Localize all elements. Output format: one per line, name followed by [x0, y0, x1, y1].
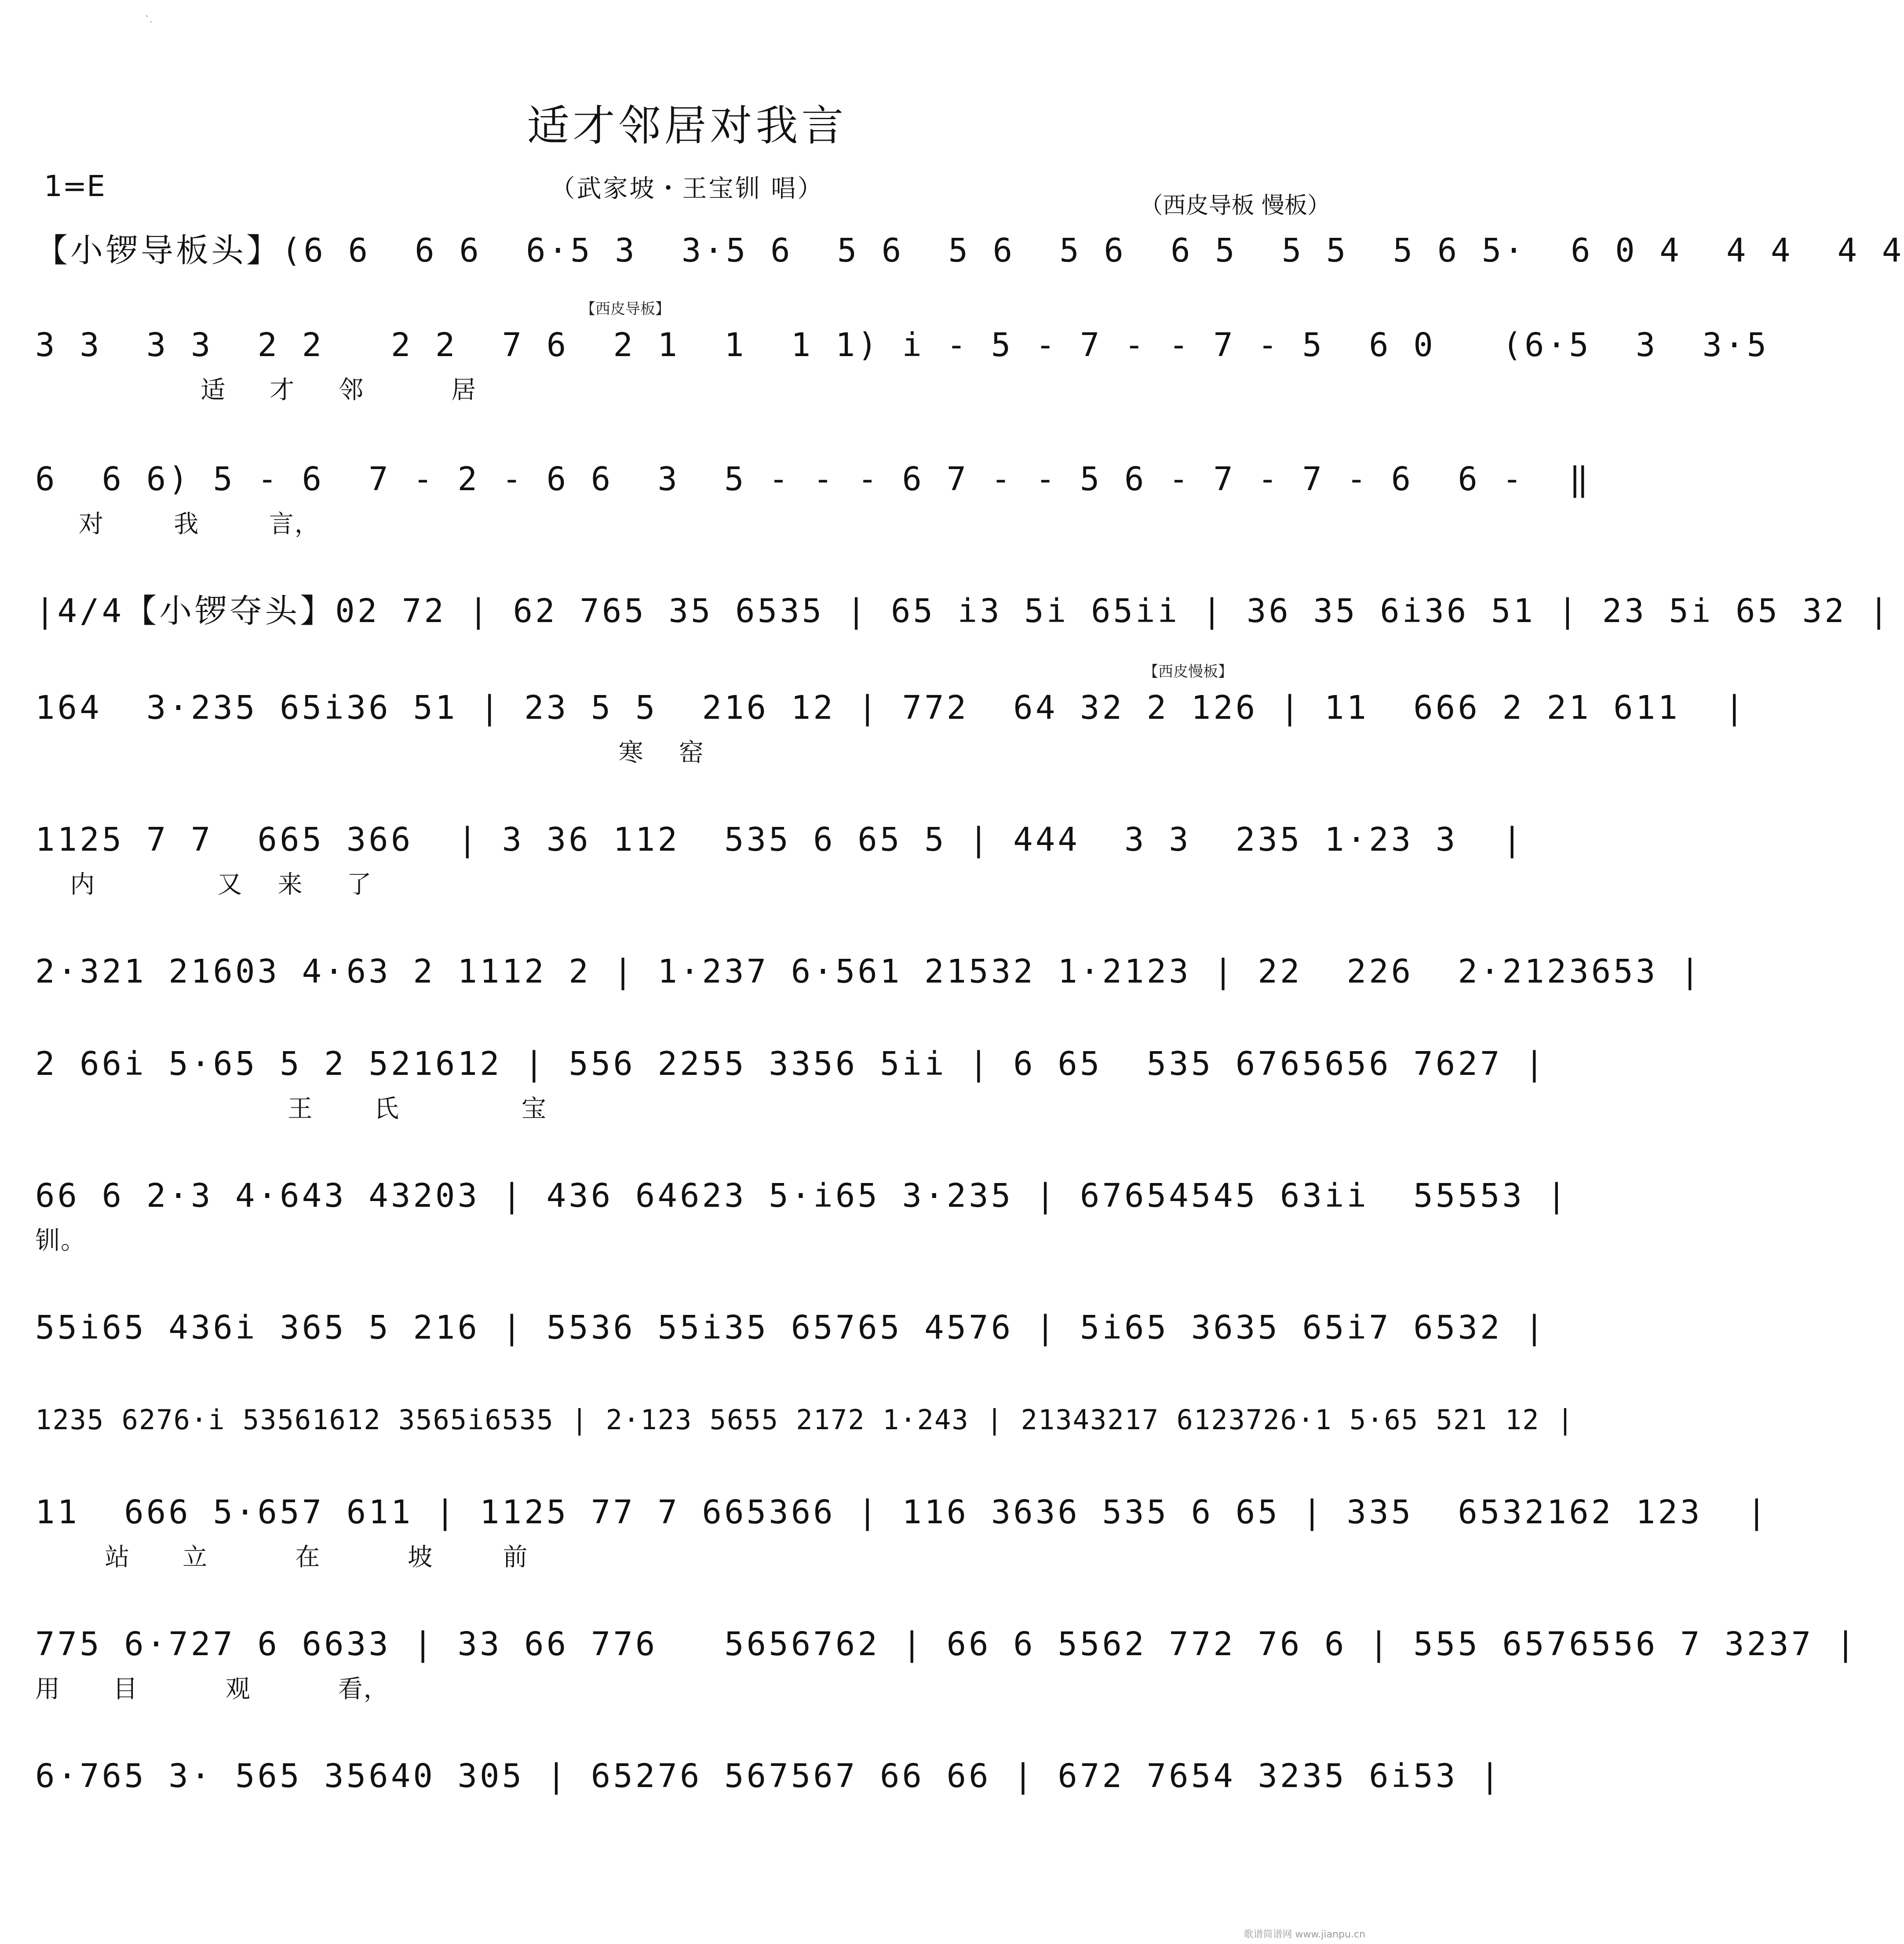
lyrics-line: 王 氏 宝	[35, 1095, 547, 1123]
notation-line: 1235 6276·i 53561612 3565i6535 | 2·123 5655 2172 1·243 | 21343217 6123726·1 5·65 521 12 |	[35, 1404, 1575, 1436]
lyrics-line: 站 立 在 坡 前	[35, 1543, 529, 1572]
section-tag: 【西皮慢板】	[1143, 663, 1233, 681]
lyrics-line: 用 目 观 看，	[35, 1675, 389, 1704]
song-title: 适才邻居对我言	[527, 101, 847, 150]
key-signature: 1=E	[44, 169, 105, 203]
staff-row	[35, 1398, 1575, 1477]
song-subtitle: （武家坡・王宝钏 唱）	[550, 175, 824, 203]
notation-line: 6·765 3· 565 35640 305 | 65276 567567 66 66 | 672 7654 3235 6i53 |	[35, 1757, 1503, 1795]
notation-line: 11 666 5·657 611 | 1125 77 7 665366 | 116 3636 535 6 65 | 335 6532162 123 |	[35, 1493, 1769, 1531]
section-tag: 【西皮导板】	[580, 300, 670, 318]
lyrics-line: 内 又 来 了	[35, 870, 372, 899]
lyrics-line: 钏。	[35, 1227, 86, 1255]
staff-row	[35, 1042, 1547, 1123]
staff-row	[35, 1490, 1769, 1572]
staff-row	[35, 457, 1591, 539]
staff-row	[35, 229, 1904, 308]
lyrics-line: 寒 窑	[35, 739, 704, 767]
staff-row	[35, 1622, 1858, 1704]
staff-row	[35, 1754, 1503, 1833]
notation-line: 775 6·727 6 6633 | 33 66 776 5656762 | 66 6 5562 772 76 6 | 555 6576556 7 3237 |	[35, 1625, 1858, 1663]
staff-row	[35, 1306, 1547, 1385]
lyrics-line: 对 我 言，	[35, 510, 320, 539]
staff-row	[35, 950, 1703, 1029]
banqiang-label: （西皮导板 慢板）	[1140, 193, 1330, 219]
staff-row	[35, 663, 1747, 767]
notation-line: 3 3 3 3 2 2 2 2 7 6 2 1 1 1 1) i - 5 - 7 - - 7 - 5 6 0 (6·5 3 3·5	[35, 326, 1769, 364]
notation-line: 66 6 2·3 4·643 43203 | 436 64623 5·i65 3·235 | 67654545 63ii 55553 |	[35, 1177, 1569, 1215]
notation-line: 164 3·235 65i36 51 | 23 5 5 216 12 | 772 64 32 2 126 | 11 666 2 21 611 |	[35, 689, 1747, 727]
notation-line: 6 6 6) 5 - 6 7 - 2 - 6 6 3 5 - - - 6 7 - - 5 6 - 7 - 7 - 6 6 - ‖	[35, 460, 1591, 498]
site-watermark: 歌谱简谱网 www.jianpu.cn	[1244, 1929, 1365, 1940]
staff-row	[35, 1174, 1569, 1255]
notation-line: 2 66i 5·65 5 2 521612 | 556 2255 3356 5ii | 6 65 535 6765656 7627 |	[35, 1045, 1547, 1083]
notation-line: 1125 7 7 665 366 | 3 36 112 535 6 65 5 | 444 3 3 235 1·23 3 |	[35, 821, 1525, 859]
staff-row	[35, 589, 1891, 668]
corner-mark: `.	[145, 14, 153, 25]
notation-line: 【小锣导板头】(6 6 6 6 6·5 3 3·5 6 5 6 5 6 5 6 6 5 5 5 5 6 5· 6 0 4 4 4 4 4	[35, 232, 1904, 269]
notation-line: 55i65 436i 365 5 216 | 5536 55i35 65765 4576 | 5i65 3635 65i7 6532 |	[35, 1309, 1547, 1347]
staff-row	[35, 300, 1769, 404]
staff-row	[35, 818, 1525, 899]
notation-line: 2·321 21603 4·63 2 1112 2 | 1·237 6·561 21532 1·2123 | 22 226 2·2123653 |	[35, 953, 1703, 990]
lyrics-line: 适 才 邻 居	[35, 376, 477, 404]
notation-line: |4/4【小锣夺头】02 72 | 62 765 35 6535 | 65 i3 5i 65ii | 36 35 6i36 51 | 23 5i 65 32 |	[35, 592, 1891, 630]
